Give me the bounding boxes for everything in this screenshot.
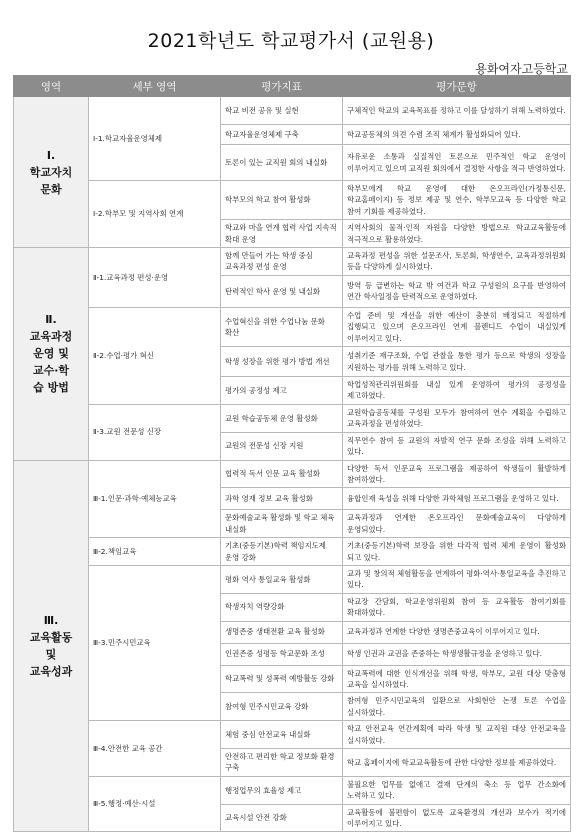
- indicator-cell: 탄력적인 학사 운영 및 내실화: [221, 275, 343, 307]
- indicator-cell: 평가의 공정성 제고: [221, 377, 343, 405]
- indicator-cell: 협력적 독서 인문 교육 활성화: [221, 460, 343, 488]
- indicator-cell: 인권존중 성평등 학교문화 조성: [221, 643, 343, 665]
- area-cell: Ⅰ. 학교자치 문화: [14, 97, 89, 248]
- indicator-cell: 학교자율운영체제 구축: [221, 125, 343, 145]
- table-row: [14, 460, 571, 488]
- question-cell: 학교 안전교육 연간계획에 따라 학생 및 교직원 대상 안전교육을 실시하였다.: [343, 721, 571, 749]
- area-cell: Ⅱ. 교육과정 운영 및 교수·학 습 방법: [14, 248, 89, 460]
- table-row: [14, 181, 571, 220]
- indicator-cell: 학생자치 역량강화: [221, 593, 343, 621]
- indicator-cell: 학생 성장을 위한 평가 방법 개선: [221, 347, 343, 377]
- question-cell: 학생 인권과 교권을 존중하는 학생생활규정을 운영하고 있다.: [343, 643, 571, 665]
- indicator-cell: 교육시설 안전 강화: [221, 804, 343, 832]
- question-cell: 자유로운 소통과 실질적인 토론으로 민주적인 학교 운영이 이루어지고 있으며 교직원 회의에서 결정한 사항을 적극 반영하였다.: [343, 145, 571, 181]
- sub-area-cell: Ⅱ-1.교육과정 편성·운영: [89, 248, 221, 308]
- sub-area-cell: Ⅲ-5.행정·예산·시설: [89, 776, 221, 832]
- indicator-cell: 체험 중심 안전교육 내실화: [221, 721, 343, 749]
- question-cell: 학교장 간담회, 학교운영위원회 참여 등 교육활동 참여기회를 확대하였다.: [343, 593, 571, 621]
- header-sub-area: 세부 영역: [89, 76, 221, 97]
- indicator-cell: 학교 비전 공유 및 실현: [221, 97, 343, 125]
- sub-area-cell: Ⅲ-3.민주시민교육: [89, 565, 221, 720]
- indicator-cell: 토론이 있는 교직원 회의 내실화: [221, 145, 343, 181]
- question-cell: 학부모에게 학교 운영에 대한 온오프라인(가정통신문, 학교홈페이지) 등 정보 제공 및 연수, 학부모교육 등 다양한 학교 참여 기회를 제공하였다.: [343, 181, 571, 220]
- school-name: 용화여자고등학교: [475, 62, 568, 76]
- indicator-cell: 기초(중등기본)학력 책임지도제 운영 강화: [221, 538, 343, 566]
- question-cell: 방역 등 급변하는 학교 밖 여건과 학교 구성원의 요구를 반영하여 연간 학사일정을 탄력적으로 운영하였다.: [343, 275, 571, 307]
- indicator-cell: 과학 영재 정보 교육 활성화: [221, 488, 343, 510]
- table-row: [14, 404, 571, 432]
- question-cell: 수업 준비 및 개선을 위한 예산이 충분히 배정되고 적절하게 집행되고 있으며 온오프라인 연계 블렌디드 수업이 내실있게 이루어지고 있다.: [343, 307, 571, 346]
- question-cell: 교육과정과 연계한 다양한 생명존중교육이 이루어지고 있다.: [343, 621, 571, 643]
- table-body: [14, 97, 571, 832]
- question-cell: 교육과정 편성을 위한 설문조사, 토론회, 학생연수, 교육과정위원회 등을 다양하게 실시하였다.: [343, 248, 571, 276]
- table-row: [14, 307, 571, 346]
- indicator-cell: 평화 역사 통일교육 활성화: [221, 565, 343, 593]
- question-cell: 학교폭력에 대한 인식개선을 위해 학생, 학부모, 교원 대상 맞춤형 교육을 실시하였다.: [343, 665, 571, 693]
- indicator-cell: 학교와 마을 연계 협력 사업 지속적 확대 운영: [221, 220, 343, 248]
- sub-area-cell: Ⅱ-3.교원 전문성 신장: [89, 404, 221, 460]
- question-cell: 학교 홈페이지에 학교교육활동에 관한 다양한 정보를 제공하였다.: [343, 749, 571, 777]
- indicator-cell: 행정업무의 효율성 제고: [221, 776, 343, 804]
- header-question: 평가문항: [343, 76, 571, 97]
- question-cell: 구체적인 학교의 교육목표를 정하고 이를 달성하기 위해 노력하였다.: [343, 97, 571, 125]
- table-row: [14, 721, 571, 749]
- question-cell: 직무연수 참여 등 교원의 자발적 연구 문화 조성을 위해 노력하고 있다.: [343, 432, 571, 460]
- question-cell: 학업성적관리위원회를 내실 있게 운영하여 평가의 공정성을 제고하였다.: [343, 377, 571, 405]
- table-row: [14, 565, 571, 593]
- question-cell: 학교공동체의 의견 수렴 조직 체계가 활성화되어 있다.: [343, 125, 571, 145]
- question-cell: 융합인재 육성을 위해 다양한 과학체험 프로그램을 운영하고 있다.: [343, 488, 571, 510]
- question-cell: 교육활동에 불편함이 없도록 교육환경의 개선과 보수가 적기에 이루어지고 있다.: [343, 804, 571, 832]
- indicator-cell: 학부모의 학교 참여 활성화: [221, 181, 343, 220]
- sub-area-cell: Ⅱ-2.수업·평가 혁신: [89, 307, 221, 404]
- sub-area-cell: Ⅲ-1.인문·과학·예체능교육: [89, 460, 221, 538]
- indicator-cell: 생명존중 생태전환 교육 활성화: [221, 621, 343, 643]
- indicator-cell: 참여형 민주시민교육 강화: [221, 693, 343, 721]
- header-area: 영역: [14, 76, 89, 97]
- table-row: [14, 248, 571, 276]
- indicator-cell: 교원의 전문성 신장 지원: [221, 432, 343, 460]
- question-cell: 교육과정과 연계한 온오프라인 문화예술교육이 다양하게 운영되었다.: [343, 510, 571, 538]
- area-cell: Ⅲ. 교육활동 및 교육성과: [14, 460, 89, 832]
- indicator-cell: 함께 만들어 가는 학생 중심 교육과정 편성 운영: [221, 248, 343, 276]
- indicator-cell: 학교폭력 및 성폭력 예방활동 강화: [221, 665, 343, 693]
- document-title: 2021학년도 학교평가서 (교원용): [147, 30, 435, 52]
- indicator-cell: 수업혁신을 위한 수업나눔 문화 확산: [221, 307, 343, 346]
- sub-area-cell: Ⅲ-2.책임교육: [89, 538, 221, 566]
- question-cell: 성취기준 재구조화, 수업 관찰을 통한 평가 등으로 학생의 성장을 지원하는 평가를 위해 노력하고 있다.: [343, 347, 571, 377]
- table-row: [14, 776, 571, 804]
- evaluation-table: [13, 75, 571, 832]
- question-cell: 교원학습공동체를 구성원 모두가 참여하여 연수 계획을 수립하고 교육과정을 편성하였다.: [343, 404, 571, 432]
- table-row: [14, 538, 571, 566]
- question-cell: 지역사회의 물적·인적 자원을 다양한 방법으로 학교교육활동에 적극적으로 활용하였다.: [343, 220, 571, 248]
- question-cell: 불필요한 업무를 없애고 결재 단계의 축소 등 업무 간소화에 노력하고 있다.: [343, 776, 571, 804]
- question-cell: 교과 및 창의적 체험활동을 연계하여 평화·역사·통일교육을 추진하고 있다.: [343, 565, 571, 593]
- table-row: [14, 97, 571, 125]
- header-indicator: 평가지표: [221, 76, 343, 97]
- indicator-cell: 문화예술교육 활성화 및 학교 체육 내실화: [221, 510, 343, 538]
- indicator-cell: 안전하고 편리한 학교 정보화 환경 구축: [221, 749, 343, 777]
- question-cell: 기초(중등기본)학력 보장을 위한 다각적 협력 체계 운영이 활성화 되고 있다.: [343, 538, 571, 566]
- indicator-cell: 교원 학습공동체 운영 활성화: [221, 404, 343, 432]
- sub-area-cell: Ⅲ-4.안전한 교육 공간: [89, 721, 221, 777]
- sub-area-cell: Ⅰ-2.학부모 및 지역사회 연계: [89, 181, 221, 248]
- sub-area-cell: Ⅰ-1.학교자율운영체제: [89, 97, 221, 181]
- table-header-row: [14, 76, 571, 97]
- question-cell: 참여형 민주시민교육의 일환으로 사회현안 논쟁 토론 수업을 실시하였다.: [343, 693, 571, 721]
- question-cell: 다양한 독서 인문교육 프로그램을 제공하여 학생들이 활발하게 참여하였다.: [343, 460, 571, 488]
